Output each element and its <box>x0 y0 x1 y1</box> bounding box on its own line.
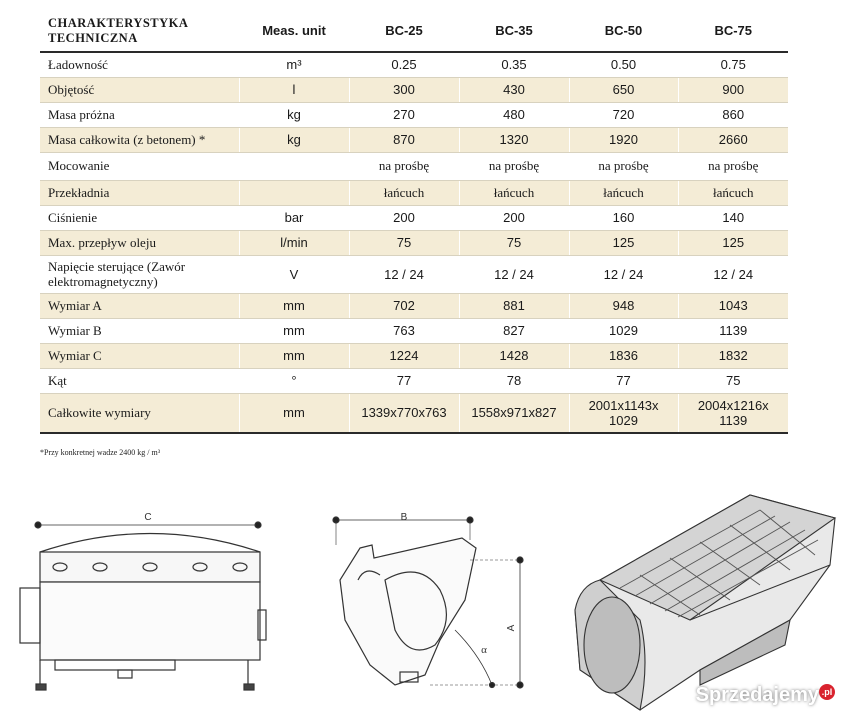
angle-label: α <box>481 644 487 656</box>
row-unit: mm <box>239 318 349 343</box>
spec-table <box>40 10 788 434</box>
cell-bc-50: 12 / 24 <box>569 255 678 293</box>
cell-bc-35: 1320 <box>459 127 569 152</box>
cell-bc-25: 1339x770x763 <box>349 393 459 433</box>
row-label: Masa całkowita (z betonem) * <box>40 127 239 152</box>
row-label: Wymiar B <box>40 318 239 343</box>
cell-bc-50: 1029 <box>569 318 678 343</box>
table-row <box>40 152 788 180</box>
cell-bc-25: 77 <box>349 368 459 393</box>
footnote: *Przy konkretnej wadze 2400 kg / m³ <box>40 448 161 457</box>
dimension-a-label: A <box>506 624 517 632</box>
side-view-drawing <box>333 517 523 688</box>
cell-bc-25: 763 <box>349 318 459 343</box>
row-unit <box>239 180 349 205</box>
header-bc-75: BC-75 <box>678 10 788 52</box>
table-row <box>40 230 788 255</box>
header-bc-35: BC-35 <box>459 10 569 52</box>
cell-bc-75: 75 <box>678 368 788 393</box>
watermark <box>696 684 835 707</box>
cell-bc-50: 720 <box>569 102 678 127</box>
row-label: Ciśnienie <box>40 205 239 230</box>
table-row <box>40 77 788 102</box>
cell-bc-50: 1920 <box>569 127 678 152</box>
cell-bc-50: 77 <box>569 368 678 393</box>
cell-bc-75: 2004x1216x 1139 <box>678 393 788 433</box>
cell-bc-75: 0.75 <box>678 52 788 77</box>
cell-bc-75: na prośbę <box>678 152 788 180</box>
header-characteristics: CHARAKTERYSTYKA TECHNICZNA <box>40 10 239 52</box>
watermark-text: Sprzedajemy <box>695 684 819 706</box>
row-label: Ładowność <box>40 52 239 77</box>
cell-bc-35: 480 <box>459 102 569 127</box>
cell-bc-75: 1139 <box>678 318 788 343</box>
table-row <box>40 318 788 343</box>
row-unit: V <box>239 255 349 293</box>
cell-bc-25: 0.25 <box>349 52 459 77</box>
row-label: Kąt <box>40 368 239 393</box>
row-unit: kg <box>239 127 349 152</box>
dimension-b-label: B <box>400 512 408 523</box>
table-row <box>40 293 788 318</box>
table-row <box>40 393 788 433</box>
cell-bc-50: 125 <box>569 230 678 255</box>
header-bc-25: BC-25 <box>349 10 459 52</box>
cell-bc-50: 2001x1143x 1029 <box>569 393 678 433</box>
cell-bc-35: 200 <box>459 205 569 230</box>
table-row <box>40 205 788 230</box>
row-unit: mm <box>239 293 349 318</box>
cell-bc-25: na prośbę <box>349 152 459 180</box>
front-view-drawing <box>20 522 266 690</box>
cell-bc-50: 160 <box>569 205 678 230</box>
cell-bc-35: 1428 <box>459 343 569 368</box>
cell-bc-35: 12 / 24 <box>459 255 569 293</box>
row-unit: l/min <box>239 230 349 255</box>
cell-bc-25: 702 <box>349 293 459 318</box>
cell-bc-35: 0.35 <box>459 52 569 77</box>
row-label: Całkowite wymiary <box>40 393 239 433</box>
table-row <box>40 180 788 205</box>
cell-bc-35: na prośbę <box>459 152 569 180</box>
cell-bc-35: łańcuch <box>459 180 569 205</box>
row-label: Mocowanie <box>40 152 239 180</box>
cell-bc-25: 270 <box>349 102 459 127</box>
cell-bc-50: 650 <box>569 77 678 102</box>
cell-bc-25: 1224 <box>349 343 459 368</box>
cell-bc-50: łańcuch <box>569 180 678 205</box>
cell-bc-25: 200 <box>349 205 459 230</box>
row-unit: mm <box>239 393 349 433</box>
cell-bc-35: 827 <box>459 318 569 343</box>
cell-bc-75: 1043 <box>678 293 788 318</box>
cell-bc-50: 1836 <box>569 343 678 368</box>
cell-bc-50: 948 <box>569 293 678 318</box>
cell-bc-25: 870 <box>349 127 459 152</box>
cell-bc-50: 0.50 <box>569 52 678 77</box>
header-bc-50: BC-50 <box>569 10 678 52</box>
cell-bc-75: 140 <box>678 205 788 230</box>
header-row <box>40 10 788 52</box>
row-unit: bar <box>239 205 349 230</box>
perspective-view-drawing <box>575 495 835 710</box>
row-label: Wymiar A <box>40 293 239 318</box>
cell-bc-75: 2660 <box>678 127 788 152</box>
table-row <box>40 127 788 152</box>
cell-bc-25: 75 <box>349 230 459 255</box>
cell-bc-75: 1832 <box>678 343 788 368</box>
table-row <box>40 368 788 393</box>
cell-bc-50: na prośbę <box>569 152 678 180</box>
table-row <box>40 102 788 127</box>
table-row <box>40 255 788 293</box>
row-label: Masa próżna <box>40 102 239 127</box>
row-label: Wymiar C <box>40 343 239 368</box>
row-unit: kg <box>239 102 349 127</box>
row-unit: mm <box>239 343 349 368</box>
row-label: Przekładnia <box>40 180 239 205</box>
row-unit <box>239 152 349 180</box>
table-row <box>40 343 788 368</box>
cell-bc-75: 900 <box>678 77 788 102</box>
cell-bc-75: łańcuch <box>678 180 788 205</box>
technical-drawings <box>0 470 847 715</box>
cell-bc-35: 1558x971x827 <box>459 393 569 433</box>
row-label: Napięcie sterujące (Zawór elektromagnetyczny) <box>40 255 239 293</box>
cell-bc-75: 12 / 24 <box>678 255 788 293</box>
row-label: Objętość <box>40 77 239 102</box>
header-unit: Meas. unit <box>239 10 349 52</box>
cell-bc-25: łańcuch <box>349 180 459 205</box>
row-label: Max. przepływ oleju <box>40 230 239 255</box>
row-unit: l <box>239 77 349 102</box>
cell-bc-25: 12 / 24 <box>349 255 459 293</box>
cell-bc-25: 300 <box>349 77 459 102</box>
cell-bc-75: 125 <box>678 230 788 255</box>
dimension-c-label: C <box>144 512 152 523</box>
cell-bc-75: 860 <box>678 102 788 127</box>
watermark-badge: .pl <box>819 684 835 700</box>
cell-bc-35: 78 <box>459 368 569 393</box>
cell-bc-35: 430 <box>459 77 569 102</box>
cell-bc-35: 75 <box>459 230 569 255</box>
row-unit: m³ <box>239 52 349 77</box>
cell-bc-35: 881 <box>459 293 569 318</box>
row-unit: ° <box>239 368 349 393</box>
table-row <box>40 52 788 77</box>
